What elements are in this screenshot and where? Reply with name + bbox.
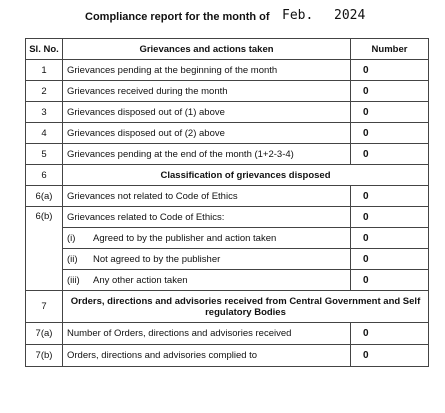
desc-cell: Number of Orders, directions and advisories received <box>63 323 351 345</box>
table-row <box>26 270 429 291</box>
sl-cell: 6(a) <box>26 186 63 207</box>
section-row <box>26 291 429 323</box>
table-row <box>26 102 429 123</box>
desc-cell: Grievances received during the month <box>63 81 351 102</box>
desc-cell: Grievances related to Code of Ethics: <box>63 207 351 228</box>
sl-cell: 5 <box>26 144 63 165</box>
number-cell: 0 <box>351 249 429 270</box>
table-row <box>26 249 429 270</box>
table-row <box>26 123 429 144</box>
title-label: Compliance report for the month of <box>85 11 270 23</box>
number-cell: 0 <box>351 102 429 123</box>
header-number: Number <box>351 39 429 60</box>
desc-text: Not agreed to by the publisher <box>93 253 221 265</box>
number-cell: 0 <box>351 81 429 102</box>
table-row <box>26 186 429 207</box>
table-row <box>26 207 429 228</box>
number-cell: 0 <box>351 186 429 207</box>
sub-item-cell <box>63 270 351 291</box>
number-cell: 0 <box>351 144 429 165</box>
sub-item-cell <box>63 249 351 270</box>
desc-text: Agreed to by the publisher and action taken <box>93 232 277 244</box>
roman-numeral: (iii) <box>67 274 80 286</box>
desc-cell: Grievances pending at the beginning of the month <box>63 60 351 81</box>
sl-cell: 6(b) <box>26 207 63 291</box>
table-row <box>26 228 429 249</box>
sl-cell: 7(b) <box>26 345 63 367</box>
desc-cell: Orders, directions and advisories complied to <box>63 345 351 367</box>
table-row <box>26 323 429 345</box>
section-heading: Orders, directions and advisories received from Central Government and Self regulatory Bodies <box>63 291 429 323</box>
desc-cell: Grievances disposed out of (1) above <box>63 102 351 123</box>
table-row <box>26 144 429 165</box>
sl-cell: 2 <box>26 81 63 102</box>
table-row <box>26 60 429 81</box>
sl-cell: 7(a) <box>26 323 63 345</box>
compliance-table <box>25 38 429 367</box>
sl-cell: 7 <box>26 291 63 323</box>
roman-numeral: (i) <box>67 232 76 244</box>
desc-cell: Grievances disposed out of (2) above <box>63 123 351 144</box>
table-row <box>26 81 429 102</box>
header-row <box>26 39 429 60</box>
table-row <box>26 345 429 367</box>
sl-cell: 4 <box>26 123 63 144</box>
desc-cell: Grievances not related to Code of Ethics <box>63 186 351 207</box>
number-cell: 0 <box>351 228 429 249</box>
report-title <box>0 8 445 28</box>
roman-numeral: (ii) <box>67 253 78 265</box>
sl-cell: 6 <box>26 165 63 186</box>
section-heading: Classification of grievances disposed <box>63 165 429 186</box>
header-sl-no: Sl. No. <box>26 39 63 60</box>
number-cell: 0 <box>351 323 429 345</box>
number-cell: 0 <box>351 123 429 144</box>
desc-text: Any other action taken <box>93 274 188 286</box>
month-value: Feb. <box>282 8 314 23</box>
number-cell: 0 <box>351 207 429 228</box>
number-cell: 0 <box>351 60 429 81</box>
header-grievances: Grievances and actions taken <box>63 39 351 60</box>
year-value: 2024 <box>334 8 366 23</box>
sub-item-cell <box>63 228 351 249</box>
number-cell: 0 <box>351 345 429 367</box>
sl-cell: 3 <box>26 102 63 123</box>
number-cell: 0 <box>351 270 429 291</box>
sl-cell: 1 <box>26 60 63 81</box>
section-row <box>26 165 429 186</box>
desc-cell: Grievances pending at the end of the month (1+2-3-4) <box>63 144 351 165</box>
